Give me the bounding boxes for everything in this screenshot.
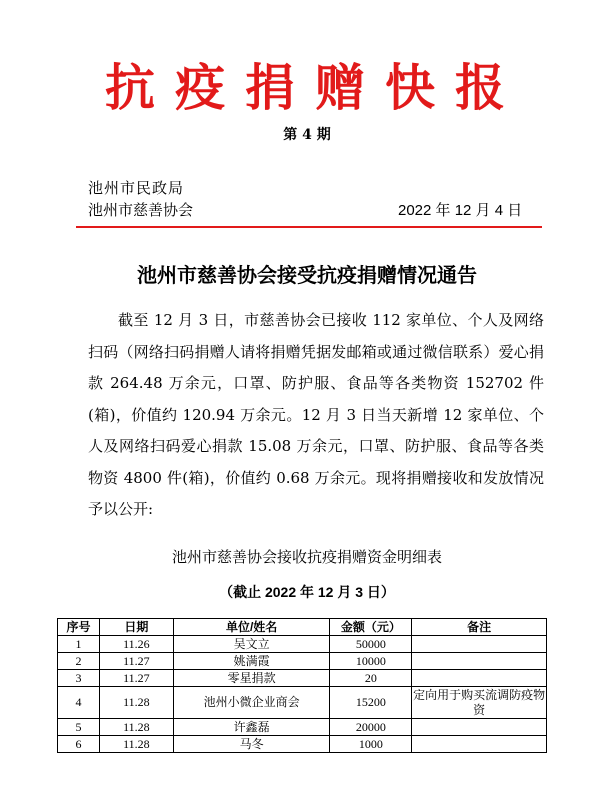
- cell-date: 11.26: [99, 636, 173, 653]
- table-row: [58, 636, 547, 653]
- notice-title: 池州市慈善协会接受抗疫捐赠情况通告: [137, 263, 477, 287]
- cell-index: 5: [58, 719, 100, 736]
- cell-amount: 10000: [330, 653, 412, 670]
- cell-amount: 20: [330, 670, 412, 687]
- header-date: 日期: [99, 619, 173, 636]
- cell-note: [412, 670, 547, 687]
- cell-amount: 15200: [330, 687, 412, 719]
- table-subtitle: （截止 2022 年 12 月 3 日）: [219, 584, 395, 600]
- cell-amount: 20000: [330, 719, 412, 736]
- cell-donor: 吴文立: [173, 636, 330, 653]
- cell-index: 4: [58, 687, 100, 719]
- table-row: [58, 653, 547, 670]
- cell-note: 定向用于购买流调防疫物资: [413, 687, 546, 717]
- header-amount: 金额（元）: [330, 619, 412, 636]
- table-title: 池州市慈善协会接收抗疫捐赠资金明细表: [171, 549, 442, 566]
- cell-date: 11.27: [99, 653, 173, 670]
- table-header-row: [58, 619, 547, 636]
- notice-body: [88, 305, 544, 526]
- red-divider: [76, 226, 542, 228]
- cell-note: [412, 636, 547, 653]
- publish-date: 2022 年 12 月 4 日: [398, 202, 523, 219]
- cell-donor: 姚满霞: [173, 653, 330, 670]
- cell-donor: 零星捐款: [173, 670, 330, 687]
- cell-note: [412, 736, 547, 753]
- cell-date: 11.28: [99, 687, 173, 719]
- cell-note: [412, 653, 547, 670]
- header-donor: 单位/姓名: [173, 619, 330, 636]
- masthead-title: 抗疫捐赠快报: [105, 58, 525, 117]
- cell-index: 6: [58, 736, 100, 753]
- cell-amount: 50000: [330, 636, 412, 653]
- cell-donor: 池州小微企业商会: [173, 687, 330, 719]
- table-row: [58, 736, 547, 753]
- cell-donor: 马冬: [173, 736, 330, 753]
- cell-index: 1: [58, 636, 100, 653]
- table-row: [58, 719, 547, 736]
- table-row: [58, 670, 547, 687]
- cell-donor: 许鑫磊: [173, 719, 330, 736]
- cell-index: 3: [58, 670, 100, 687]
- cell-note: [412, 719, 547, 736]
- cell-date: 11.27: [99, 670, 173, 687]
- issuer-charity-association: 池州市慈善协会: [88, 201, 194, 219]
- header-index: 序号: [58, 619, 100, 636]
- header-note: 备注: [412, 619, 547, 636]
- issuer-civil-affairs: 池州市民政局: [88, 179, 185, 197]
- cell-date: 11.28: [99, 736, 173, 753]
- table-row: [58, 687, 547, 719]
- body-paragraph: 截至 12 月 3 日，市慈善协会已接收 112 家单位、个人及网络扫码（网络扫码捐赠人请将捐赠凭据发邮箱或通过微信联系）爱心捐款 264.48 万余元，口罩、防护服、食品等各类物资 152702 件(箱)，价值约 120.94 万余元。12 月 3 日当天新增 12 家单位、个人及网络扫码爱心捐款 15.08 万余元，口罩、防护服、食品等各类物资 4800 件(箱)，价值约 0.68 万余元。现将捐赠接收和发放情况予以公开:: [88, 311, 544, 518]
- cell-index: 2: [58, 653, 100, 670]
- cell-date: 11.28: [99, 719, 173, 736]
- cell-amount: 1000: [330, 736, 412, 753]
- donation-table: [57, 618, 547, 753]
- issue-number: 第 4 期: [283, 127, 331, 143]
